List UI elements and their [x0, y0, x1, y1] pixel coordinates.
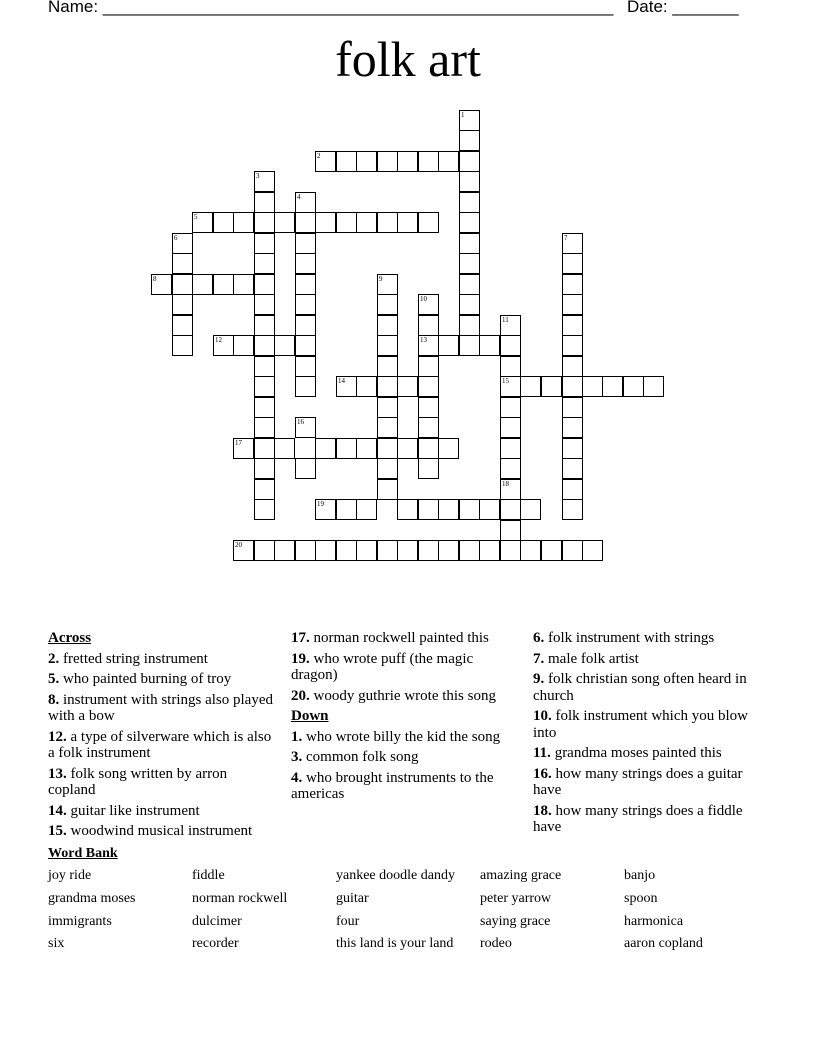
clue-column-3: [533, 630, 758, 840]
crossword-cell[interactable]: [254, 540, 275, 561]
clue-number: 2: [317, 151, 321, 160]
crossword-cell[interactable]: [418, 212, 439, 233]
down-clue: 1. who wrote billy the kid the song: [291, 728, 501, 745]
crossword-cell[interactable]: [233, 212, 254, 233]
crossword-cell[interactable]: [438, 438, 459, 459]
crossword-cell[interactable]: [479, 499, 500, 520]
crossword-cell[interactable]: [377, 315, 398, 336]
down-clue: 10. folk instrument which you blow into: [533, 708, 748, 741]
crossword-cell[interactable]: [562, 458, 583, 479]
clue-number: 3: [256, 171, 260, 180]
crossword-cell[interactable]: [562, 479, 583, 500]
crossword-cell[interactable]: [520, 540, 541, 561]
crossword-cell[interactable]: [295, 315, 316, 336]
down-clue: 11. grandma moses painted this: [533, 745, 722, 761]
crossword-cell[interactable]: [377, 151, 398, 172]
crossword-cell[interactable]: [438, 499, 459, 520]
clue-number: 10: [420, 294, 427, 303]
crossword-cell[interactable]: [459, 233, 480, 254]
crossword-cell[interactable]: [377, 356, 398, 377]
crossword-cell[interactable]: [500, 417, 521, 438]
crossword-cell[interactable]: [295, 335, 316, 356]
crossword-cell[interactable]: [254, 315, 275, 336]
crossword-cell[interactable]: [254, 212, 275, 233]
crossword-cell[interactable]: [562, 253, 583, 274]
crossword-cell[interactable]: [418, 376, 439, 397]
clue-column-2: [291, 630, 516, 807]
crossword-cell[interactable]: [295, 540, 316, 561]
crossword-cell[interactable]: [172, 253, 193, 274]
crossword-cell[interactable]: [254, 233, 275, 254]
clue-number: 15: [502, 376, 509, 385]
crossword-cell[interactable]: [377, 540, 398, 561]
crossword-cell[interactable]: [562, 315, 583, 336]
crossword-cell[interactable]: [356, 151, 377, 172]
word-bank-item: spoon: [624, 891, 658, 906]
crossword-cell[interactable]: [172, 294, 193, 315]
crossword-cell[interactable]: [459, 335, 480, 356]
crossword-cell[interactable]: [274, 335, 295, 356]
down-clue: 18. how many strings does a fiddle have: [533, 802, 743, 835]
crossword-cell[interactable]: [172, 274, 193, 295]
word-bank-item: peter yarrow: [480, 891, 552, 906]
crossword-cell[interactable]: [397, 212, 418, 233]
clue-number: 20: [235, 540, 242, 549]
word-bank-item: rodeo: [480, 936, 512, 951]
crossword-cell[interactable]: [418, 458, 439, 479]
crossword-cell[interactable]: [562, 294, 583, 315]
crossword-cell[interactable]: [254, 397, 275, 418]
crossword-cell[interactable]: [315, 438, 336, 459]
clue-number: 13: [420, 335, 427, 344]
crossword-cell[interactable]: [459, 274, 480, 295]
crossword-cell[interactable]: [562, 417, 583, 438]
word-bank-item: grandma moses: [48, 891, 136, 906]
crossword-cell[interactable]: [582, 376, 603, 397]
crossword-cell[interactable]: [295, 356, 316, 377]
crossword-cell[interactable]: [233, 274, 254, 295]
crossword-cell[interactable]: [295, 376, 316, 397]
crossword-cell[interactable]: [377, 417, 398, 438]
word-bank-item: recorder: [192, 936, 239, 951]
crossword-cell[interactable]: [397, 499, 418, 520]
across-clue: 12. a type of silverware which is also a folk instrument: [48, 728, 272, 761]
crossword-cell[interactable]: [418, 397, 439, 418]
down-clue: 16. how many strings does a guitar have: [533, 765, 743, 798]
crossword-cell[interactable]: [336, 212, 357, 233]
crossword-cell[interactable]: [254, 253, 275, 274]
crossword-cell[interactable]: [377, 212, 398, 233]
crossword-cell[interactable]: [500, 397, 521, 418]
crossword-cell[interactable]: [356, 499, 377, 520]
across-clue: 19. who wrote puff (the magic dragon): [291, 650, 474, 683]
crossword-cell[interactable]: [254, 274, 275, 295]
crossword-cell[interactable]: [336, 499, 357, 520]
crossword-cell[interactable]: [315, 540, 336, 561]
crossword-cell[interactable]: [418, 315, 439, 336]
crossword-cell[interactable]: [500, 540, 521, 561]
crossword-cell[interactable]: [479, 335, 500, 356]
crossword-cell[interactable]: [562, 335, 583, 356]
crossword-cell[interactable]: [377, 376, 398, 397]
clue-number: 8: [153, 274, 157, 283]
clue-number: 11: [502, 315, 509, 324]
crossword-cell[interactable]: [254, 356, 275, 377]
crossword-cell[interactable]: [500, 335, 521, 356]
word-bank-item: dulcimer: [192, 914, 242, 929]
crossword-cell[interactable]: [418, 151, 439, 172]
across-clue: 8. instrument with strings also played with a bow: [48, 691, 273, 724]
crossword-cell[interactable]: [479, 540, 500, 561]
date-field-label: Date: _______: [627, 0, 739, 16]
crossword-cell[interactable]: [562, 499, 583, 520]
crossword-cell[interactable]: [397, 151, 418, 172]
crossword-cell[interactable]: [438, 540, 459, 561]
clue-column-1: [48, 630, 278, 844]
crossword-cell[interactable]: [233, 335, 254, 356]
clue-number: 12: [215, 335, 222, 344]
crossword-cell[interactable]: [500, 458, 521, 479]
crossword-cell[interactable]: [459, 192, 480, 213]
crossword-cell[interactable]: [438, 335, 459, 356]
crossword-cell[interactable]: [418, 540, 439, 561]
word-bank-item: immigrants: [48, 914, 112, 929]
crossword-cell[interactable]: [377, 458, 398, 479]
across-clue: 5. who painted burning of troy: [48, 671, 232, 687]
crossword-cell[interactable]: [254, 479, 275, 500]
crossword-cell[interactable]: [459, 253, 480, 274]
clue-number: 17: [235, 438, 242, 447]
crossword-cell[interactable]: [500, 520, 521, 541]
crossword-cell[interactable]: [295, 212, 316, 233]
crossword-cell[interactable]: [356, 212, 377, 233]
crossword-cell[interactable]: [172, 335, 193, 356]
crossword-cell[interactable]: [459, 540, 480, 561]
crossword-cell[interactable]: [254, 192, 275, 213]
crossword-cell[interactable]: [397, 376, 418, 397]
word-bank-item: yankee doodle dandy: [336, 868, 455, 883]
crossword-cell[interactable]: [213, 274, 234, 295]
crossword-cell[interactable]: [274, 212, 295, 233]
word-bank-item: fiddle: [192, 868, 225, 883]
crossword-cell[interactable]: [602, 376, 623, 397]
crossword-cell[interactable]: [254, 376, 275, 397]
crossword-cell[interactable]: [541, 376, 562, 397]
crossword-cell[interactable]: [254, 294, 275, 315]
crossword-cell[interactable]: [541, 540, 562, 561]
crossword-cell[interactable]: [397, 540, 418, 561]
crossword-cell[interactable]: [377, 479, 398, 500]
across-clue: 13. folk song written by arron copland: [48, 765, 228, 798]
crossword-cell[interactable]: [377, 294, 398, 315]
name-field-label: Name: ______________________________________________________: [48, 0, 614, 16]
crossword-cell[interactable]: [377, 397, 398, 418]
crossword-cell[interactable]: [418, 499, 439, 520]
word-bank-item: amazing grace: [480, 868, 562, 883]
crossword-cell[interactable]: [336, 540, 357, 561]
down-clue: 3. common folk song: [291, 749, 419, 765]
crossword-cell[interactable]: [356, 438, 377, 459]
crossword-cell[interactable]: [356, 540, 377, 561]
word-bank-heading: Word Bank: [48, 846, 118, 861]
crossword-cell[interactable]: [295, 253, 316, 274]
crossword-cell[interactable]: [438, 151, 459, 172]
crossword-cell[interactable]: [356, 376, 377, 397]
word-bank-item: banjo: [624, 868, 656, 883]
crossword-cell[interactable]: [254, 458, 275, 479]
across-clue: 15. woodwind musical instrument: [48, 823, 253, 839]
clue-number: 19: [317, 499, 324, 508]
crossword-cell[interactable]: [213, 212, 234, 233]
crossword-cell[interactable]: [520, 499, 541, 520]
crossword-cell[interactable]: [397, 438, 418, 459]
crossword-cell[interactable]: [336, 438, 357, 459]
crossword-cell[interactable]: [562, 376, 583, 397]
crossword-cell[interactable]: [500, 499, 521, 520]
clue-number: 7: [564, 233, 568, 242]
crossword-cell[interactable]: [520, 376, 541, 397]
clue-number: 5: [194, 212, 198, 221]
crossword-cell[interactable]: [459, 171, 480, 192]
crossword-cell[interactable]: [295, 294, 316, 315]
crossword-cell[interactable]: [459, 151, 480, 172]
crossword-cell[interactable]: [295, 458, 316, 479]
down-clue: 4. who brought instruments to the americas: [291, 769, 494, 802]
crossword-cell[interactable]: [336, 151, 357, 172]
crossword-cell[interactable]: [459, 294, 480, 315]
clue-number: 16: [297, 417, 304, 426]
crossword-cell[interactable]: [315, 212, 336, 233]
crossword-cell[interactable]: [377, 335, 398, 356]
across-clue: 20. woody guthrie wrote this song: [291, 687, 496, 704]
crossword-cell[interactable]: [562, 356, 583, 377]
crossword-cell[interactable]: [254, 438, 275, 459]
crossword-cell[interactable]: [254, 417, 275, 438]
down-heading: Down: [291, 708, 329, 724]
crossword-cell[interactable]: [643, 376, 664, 397]
crossword-cell[interactable]: [459, 315, 480, 336]
crossword-cell[interactable]: [192, 274, 213, 295]
crossword-cell[interactable]: [459, 499, 480, 520]
crossword-cell[interactable]: [582, 540, 603, 561]
across-heading: Across: [48, 630, 92, 646]
page-title: folk art: [335, 31, 481, 87]
crossword-cell[interactable]: [254, 499, 275, 520]
clue-number: 14: [338, 376, 345, 385]
crossword-cell[interactable]: [295, 233, 316, 254]
clue-number: 1: [461, 110, 465, 119]
word-bank-item: guitar: [336, 891, 369, 906]
crossword-cell[interactable]: [459, 130, 480, 151]
word-bank-item: six: [48, 936, 65, 951]
down-clue: 7. male folk artist: [533, 650, 639, 667]
crossword-cell[interactable]: [459, 212, 480, 233]
word-bank-item: aaron copland: [624, 936, 703, 951]
down-clue: 6. folk instrument with strings: [533, 630, 715, 646]
crossword-cell[interactable]: [562, 438, 583, 459]
crossword-cell[interactable]: [418, 356, 439, 377]
word-bank-item: norman rockwell: [192, 891, 288, 906]
across-clue: 2. fretted string instrument: [48, 650, 208, 667]
clue-number: 18: [502, 479, 509, 488]
crossword-cell[interactable]: [254, 335, 275, 356]
word-bank-item: four: [336, 914, 360, 929]
crossword-cell[interactable]: [623, 376, 644, 397]
crossword-cell[interactable]: [418, 417, 439, 438]
word-bank-item: harmonica: [624, 914, 684, 929]
crossword-cell[interactable]: [418, 438, 439, 459]
crossword-cell[interactable]: [562, 397, 583, 418]
clue-number: 4: [297, 192, 301, 201]
crossword-cell[interactable]: [274, 438, 295, 459]
crossword-cell[interactable]: [562, 274, 583, 295]
crossword-cell[interactable]: [562, 540, 583, 561]
down-clue: 9. folk christian song often heard in church: [533, 671, 747, 704]
crossword-cell[interactable]: [377, 438, 398, 459]
across-clue: 17. norman rockwell painted this: [291, 630, 489, 646]
word-bank-item: joy ride: [48, 868, 92, 883]
word-bank-item: saying grace: [480, 914, 551, 929]
across-clue: 14. guitar like instrument: [48, 802, 200, 819]
crossword-cell[interactable]: [500, 356, 521, 377]
crossword-cell[interactable]: [274, 540, 295, 561]
crossword-cell[interactable]: [295, 274, 316, 295]
word-bank-item: this land is your land: [336, 936, 454, 951]
crossword-cell[interactable]: [500, 438, 521, 459]
clue-number: 9: [379, 274, 383, 283]
crossword-cell[interactable]: [172, 315, 193, 336]
clue-number: 6: [174, 233, 178, 242]
